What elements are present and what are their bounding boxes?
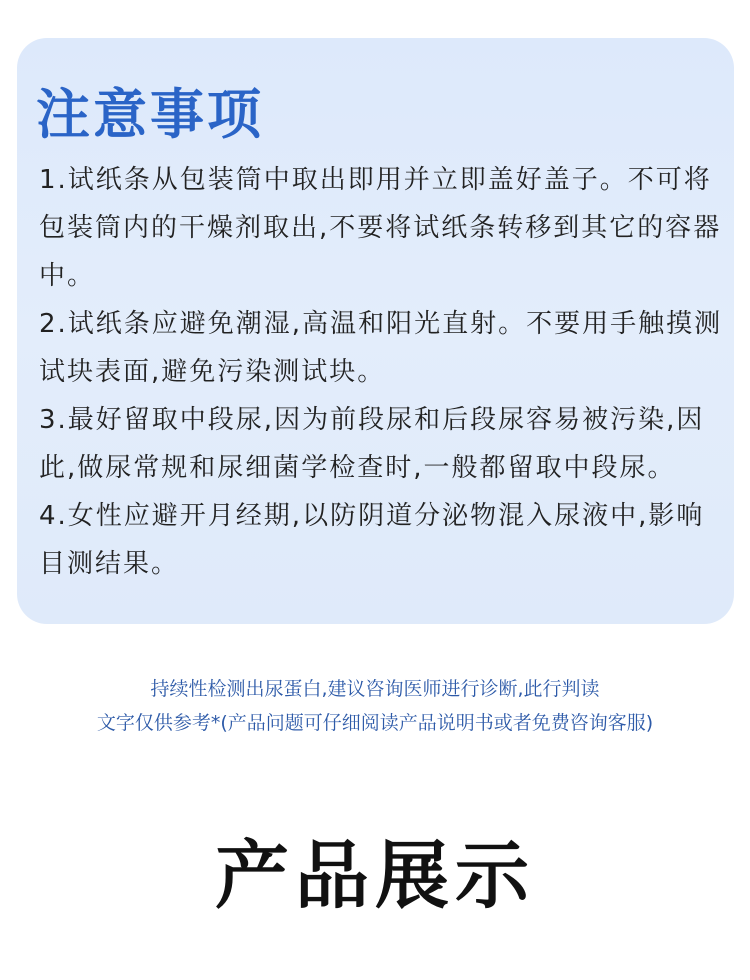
notice-item: 1.试纸条从包装筒中取出即用并立即盖好盖子。不可将包装筒内的干燥剂取出,不要将试纸条转移到其它的容器中。 [39,165,722,291]
section-title: 产品展示 [215,833,535,919]
notice-item: 2.试纸条应避免潮湿,高温和阳光直射。不要用手触摸测试块表面,避免污染测试块。 [39,309,723,387]
notice-title: 注意事项 [36,83,264,146]
notice-list [39,156,729,588]
disclaimer [0,672,750,740]
disclaimer-line-1: 持续性检测出尿蛋白,建议咨询医师进行诊断,此行判读 [150,678,600,700]
disclaimer-line-2: 文字仅供参考*(产品问题可仔细阅读产品说明书或者免费咨询客服) [96,712,654,734]
notice-item: 4.女性应避开月经期,以防阴道分泌物混入尿液中,影响目测结果。 [39,501,705,579]
notice-item: 3.最好留取中段尿,因为前段尿和后段尿容易被污染,因此,做尿常规和尿细菌学检查时,一般都留取中段尿。 [39,405,705,483]
notice-card [17,38,734,624]
